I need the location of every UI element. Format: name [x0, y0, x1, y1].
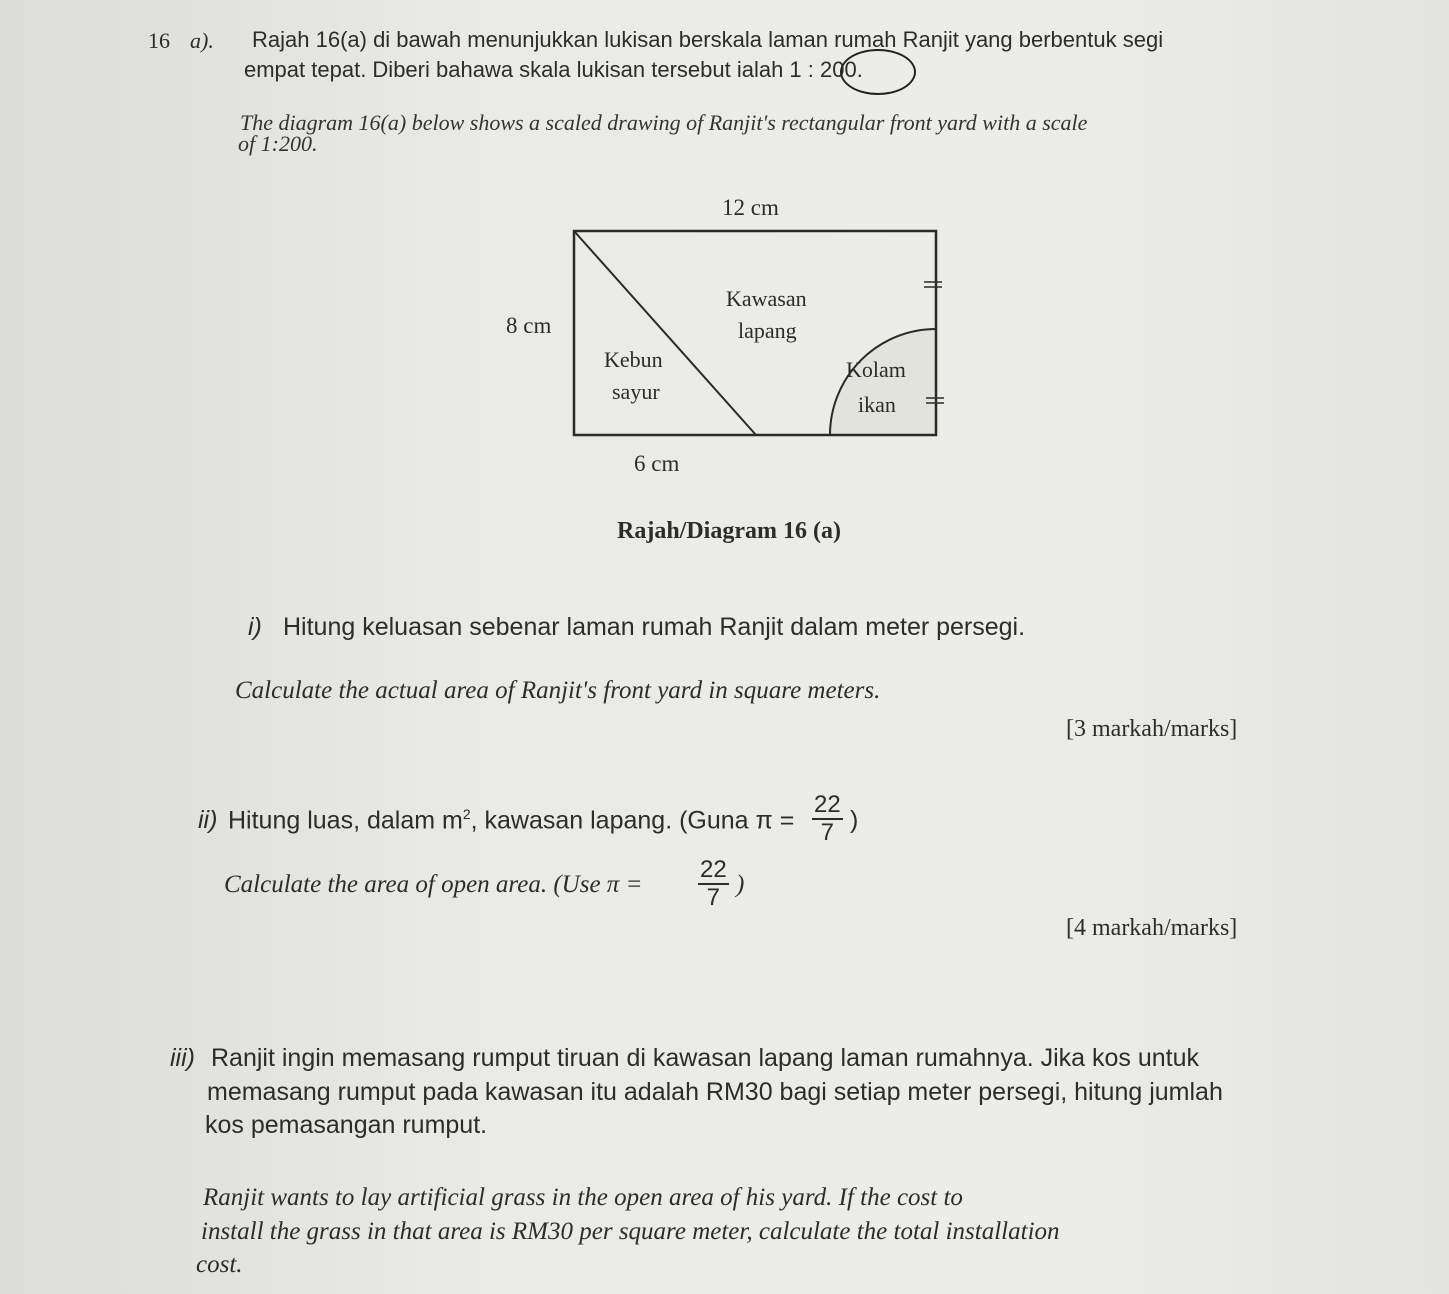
part-iii-english-line-3: cost.: [196, 1251, 243, 1278]
part-iii-malay-line-2: memasang rumput pada kawasan itu adalah RM30 bagi setiap meter persegi, hitung jumlah: [207, 1078, 1223, 1106]
pi-fraction-english: $\frac{22}{7}$: [700, 856, 727, 911]
garden-boundary-line: [574, 231, 756, 435]
part-iii-english-line-2: install the grass in that area is RM30 per square meter, calculate the total installation: [201, 1218, 1060, 1245]
pond-label-line-2: ikan: [858, 392, 896, 417]
intro-malay-line-1: Rajah 16(a) di bawah menunjukkan lukisan berskala laman rumah Ranjit yang berbentuk segi: [252, 27, 1164, 52]
garden-label-line-1: Kebun: [604, 347, 663, 372]
part-ii-label: ii): [198, 806, 218, 834]
part-iii-malay-line-3: kos pemasangan rumput.: [205, 1111, 488, 1139]
intro-english-line-2: of 1:200.: [238, 131, 318, 156]
top-dimension-label: 12 cm: [722, 195, 779, 220]
part-i-label: i): [248, 613, 262, 641]
part-i-english: Calculate the actual area of Ranjit's front yard in square meters.: [235, 677, 881, 704]
pond-quarter-circle: [830, 329, 936, 435]
left-dimension-label: 8 cm: [506, 313, 552, 338]
intro-malay-line-2: empat tepat. Diberi bahawa skala lukisan tersebut ialah 1 : 200.: [244, 57, 863, 82]
pi-fraction-malay: $\frac{22}{7}$: [814, 791, 841, 846]
part-ii-malay: Hitung luas, dalam $m^2$, kawasan lapang. (Guna π =: [228, 806, 795, 835]
part-i-marks: [3 markah/marks]: [1066, 716, 1238, 742]
open-area-label-line-1: Kawasan: [726, 286, 807, 311]
part-iii-malay-line-1: Ranjit ingin memasang rumput tiruan di kawasan lapang laman rumahnya. Jika kos untuk: [211, 1044, 1200, 1072]
part-ii-malay-close: ): [850, 806, 859, 834]
garden-label-line-2: sayur: [612, 379, 660, 404]
question-number: 16: [148, 28, 170, 53]
part-ii-marks: [4 markah/marks]: [1066, 915, 1238, 941]
part-ii-english-close: ): [736, 871, 745, 898]
part-i-malay: Hitung keluasan sebenar laman rumah Ranjit dalam meter persegi.: [283, 613, 1026, 641]
open-area-label-line-2: lapang: [738, 318, 797, 343]
intro-english-line-1: The diagram 16(a) below shows a scaled drawing of Ranjit's rectangular front yard with a scale: [240, 110, 1088, 135]
part-label: a).: [190, 28, 214, 53]
part-iii-label: iii): [170, 1044, 195, 1072]
bottom-dimension-label: 6 cm: [634, 451, 680, 476]
part-ii-english: Calculate the area of open area. (Use π =: [224, 871, 643, 898]
pond-label-line-1: Kolam: [846, 357, 906, 382]
part-iii-english-line-1: Ranjit wants to lay artificial grass in the open area of his yard. If the cost to: [203, 1184, 963, 1211]
diagram-caption: Rajah/Diagram 16 (a): [617, 518, 841, 544]
